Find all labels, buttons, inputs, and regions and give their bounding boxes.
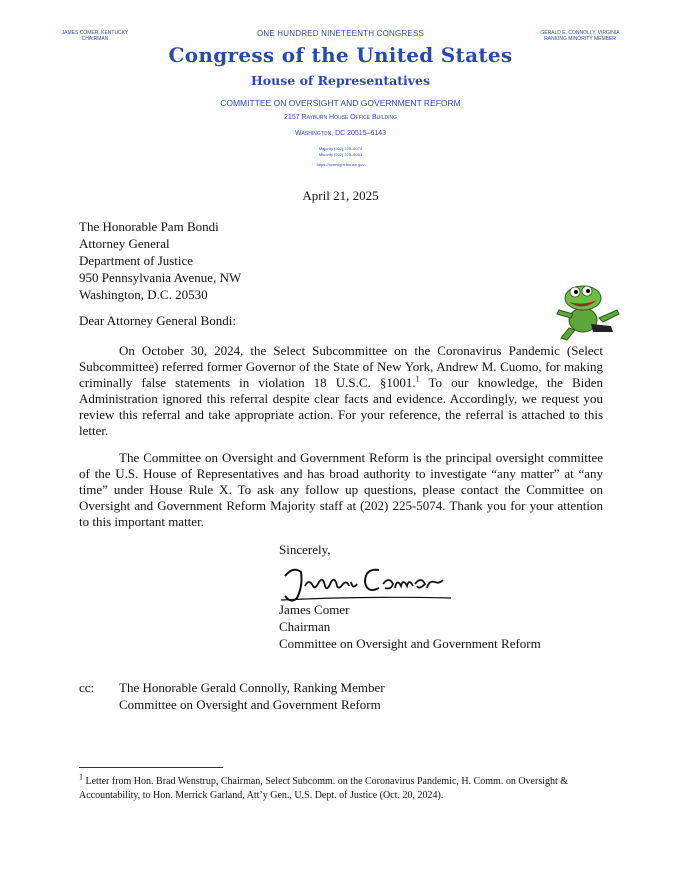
footnote-text: Letter from Hon. Brad Wenstrup, Chairman, Select Subcomm. on the Coronavirus Pandemic, H. Comm. on Oversight & Accountability, to Hon. Merrick Garland, Att’y Gen., U.S. Dept. of Justice (Oct. 20, 2024). <box>79 776 569 801</box>
recipient-line: Department of Justice <box>79 253 194 268</box>
letter-date: April 21, 2025 <box>302 188 379 203</box>
paragraph-1-text-continued: To our knowledge, the Biden Administration ignored this referral despite clear facts and evidence. Accordingly, we request you review this referral and take appropriate action. For your reference, the referral is attached to this letter. <box>79 375 603 438</box>
footnote-divider <box>79 767 223 768</box>
handwritten-signature-icon <box>279 558 454 606</box>
frog-sticker-icon <box>553 280 625 346</box>
cc-label: cc: <box>79 680 95 695</box>
phone-minority: Minority (202) 225–5051 <box>318 152 363 157</box>
footnote-reference: 1 <box>415 374 420 384</box>
footnote-marker: 1 <box>79 772 83 782</box>
recipient-address <box>79 219 241 304</box>
signer-name: James Comer <box>279 602 350 617</box>
ranking-member-name: GERALD E. CONNOLLY, VIRGINIA <box>540 30 620 36</box>
phone-majority: Majority (202) 225–5074 <box>318 146 363 151</box>
committee-name: COMMITTEE ON OVERSIGHT AND GOVERNMENT REFORM <box>220 98 461 108</box>
signer-block <box>279 602 541 653</box>
signer-committee: Committee on Oversight and Government Reform <box>279 636 541 651</box>
address-building: 2157 Rayburn House Office Building <box>284 114 397 121</box>
closing: Sincerely, <box>279 542 331 557</box>
website-link[interactable]: https://oversight.house.gov <box>316 162 365 167</box>
recipient-line: Washington, D.C. 20530 <box>79 287 208 302</box>
letterhead-house: House of Representatives <box>251 73 430 88</box>
recipient-line: The Honorable Pam Bondi <box>79 219 219 234</box>
body-paragraph-1 <box>79 343 603 439</box>
chairman-title: CHAIRMAN <box>81 36 109 42</box>
chairman-name: JAMES COMER, KENTUCKY <box>61 30 129 36</box>
body-paragraph-2: The Committee on Oversight and Government Reform is the principal oversight committee of the U.S. House of Representatives and has broad authority to investigate “any matter” at “any time” under House Rule X. To ask any follow up questions, please contact the Committee on Oversight and Government Reform Majority staff at (202) 225-5074. Thank you for your attention to this important matter. <box>79 450 603 529</box>
cc-line: Committee on Oversight and Government Reform <box>119 697 381 712</box>
footnote <box>79 772 599 803</box>
cc-line: The Honorable Gerald Connolly, Ranking Member <box>119 680 385 695</box>
recipient-line: Attorney General <box>79 236 170 251</box>
letterhead-title: Congress of the United States <box>168 43 513 67</box>
recipient-line: 950 Pennsylvania Avenue, NW <box>79 270 242 285</box>
cc-recipients <box>119 680 385 714</box>
ranking-member-title: RANKING MINORITY MEMBER <box>544 36 616 42</box>
salutation: Dear Attorney General Bondi: <box>79 313 237 328</box>
signer-title: Chairman <box>279 619 331 634</box>
address-city: Washington, DC 20515–6143 <box>294 130 387 137</box>
paragraph-1-text: On October 30, 2024, the Select Subcommittee on the Coronavirus Pandemic (Select Subcommittee) referred former Governor of the State of New York, Andrew M. Cuomo, for making criminally false statements in violation 18 U.S.C. §1001. <box>79 343 603 390</box>
congress-number: ONE HUNDRED NINETEENTH CONGRESS <box>256 29 425 38</box>
